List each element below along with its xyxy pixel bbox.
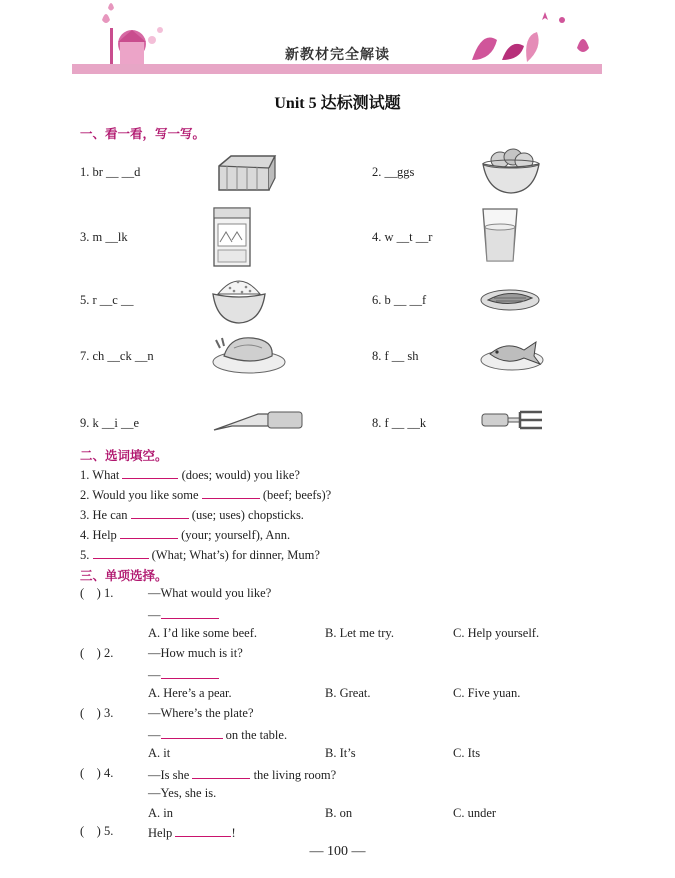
- option-c[interactable]: C. Five yuan.: [453, 686, 521, 700]
- answer-blank[interactable]: [192, 766, 250, 779]
- answer-blank[interactable]: [161, 606, 219, 619]
- picture-item-label: 7. ch __ck __n: [80, 349, 154, 363]
- answer-blank[interactable]: [93, 546, 149, 559]
- question-text: —How much is it?: [148, 646, 243, 660]
- picture-item-label: 9. k __i __e: [80, 416, 140, 430]
- picture-item-label: 5. r __c __: [80, 293, 134, 307]
- picture-item-label: 1. br __ __d: [80, 165, 141, 179]
- answer-blank[interactable]: [202, 486, 260, 499]
- option-c[interactable]: C. Its: [453, 746, 481, 760]
- fill-blank-line: 3. He can (use; uses) chopsticks.: [80, 508, 304, 522]
- option-c[interactable]: C. Help yourself.: [453, 626, 540, 640]
- unit-title: Unit 5 达标测试题: [274, 95, 401, 112]
- fork-icon: [480, 406, 544, 436]
- option-b[interactable]: B. on: [325, 806, 353, 820]
- answer-blank[interactable]: [120, 526, 178, 539]
- fill-blank-line: 1. What (does; would) you like?: [80, 468, 300, 482]
- answer-line: — on the table.: [148, 728, 288, 742]
- fill-blank-line: 4. Help (your; yourself), Ann.: [80, 528, 291, 542]
- answer-blank[interactable]: [161, 666, 219, 679]
- answer-line: —: [148, 666, 219, 683]
- roast-chicken-icon: [212, 330, 286, 374]
- beef-icon: [480, 286, 540, 312]
- option-a[interactable]: A. it: [148, 746, 171, 760]
- option-b[interactable]: B. Great.: [325, 686, 371, 700]
- section-title: 二、选词填空。: [80, 448, 168, 463]
- rice-bowl-icon: [210, 270, 268, 326]
- header-band: [72, 64, 602, 74]
- section-title: 三、单项选择。: [80, 568, 168, 583]
- answer-blank[interactable]: [122, 466, 178, 479]
- question-text: Help !: [148, 826, 236, 840]
- option-b[interactable]: B. Let me try.: [325, 626, 394, 640]
- question-text: —What would you like?: [148, 586, 272, 600]
- fill-blank-line: 5. (What; What’s) for dinner, Mum?: [80, 548, 320, 562]
- picture-item-label: 4. w __t __r: [372, 230, 433, 244]
- question-number[interactable]: ( ) 1.: [80, 586, 114, 600]
- answer-blank[interactable]: [175, 824, 231, 837]
- option-a[interactable]: A. I’d like some beef.: [148, 626, 257, 640]
- header-title: 新教材完全解读: [285, 47, 390, 63]
- bread-icon: [213, 150, 279, 194]
- picture-item-label: 2. __ggs: [372, 165, 415, 179]
- picture-item-label: 3. m __lk: [80, 230, 128, 244]
- knife-icon: [212, 408, 304, 434]
- question-text: —Is she the living room?: [148, 768, 337, 782]
- question-number[interactable]: ( ) 5.: [80, 824, 114, 838]
- question-number[interactable]: ( ) 2.: [80, 646, 114, 660]
- answer-blank[interactable]: [131, 506, 189, 519]
- fill-blank-line: 2. Would you like some (beef; beefs)?: [80, 488, 332, 502]
- question-number[interactable]: ( ) 3.: [80, 706, 114, 720]
- picture-item-label: 8. f __ __k: [372, 416, 427, 430]
- glass-of-water-icon: [478, 205, 522, 265]
- question-number[interactable]: ( ) 4.: [80, 766, 114, 780]
- option-a[interactable]: A. in: [148, 806, 173, 820]
- eggs-bowl-icon: [480, 146, 542, 196]
- option-c[interactable]: C. under: [453, 806, 497, 820]
- milk-carton-icon: [210, 204, 254, 270]
- option-b[interactable]: B. It’s: [325, 746, 356, 760]
- page-number: — 100 —: [309, 844, 366, 859]
- answer-line: —: [148, 606, 219, 623]
- fish-plate-icon: [480, 334, 544, 372]
- question-text: —Where’s the plate?: [148, 706, 254, 720]
- section-title: 一、看一看，写一写。: [80, 126, 206, 141]
- answer-line: —Yes, she is.: [148, 786, 217, 800]
- picture-item-label: 6. b __ __f: [372, 293, 427, 307]
- answer-blank[interactable]: [161, 726, 223, 739]
- option-a[interactable]: A. Here’s a pear.: [148, 686, 232, 700]
- picture-item-label: 8. f __ sh: [372, 349, 419, 363]
